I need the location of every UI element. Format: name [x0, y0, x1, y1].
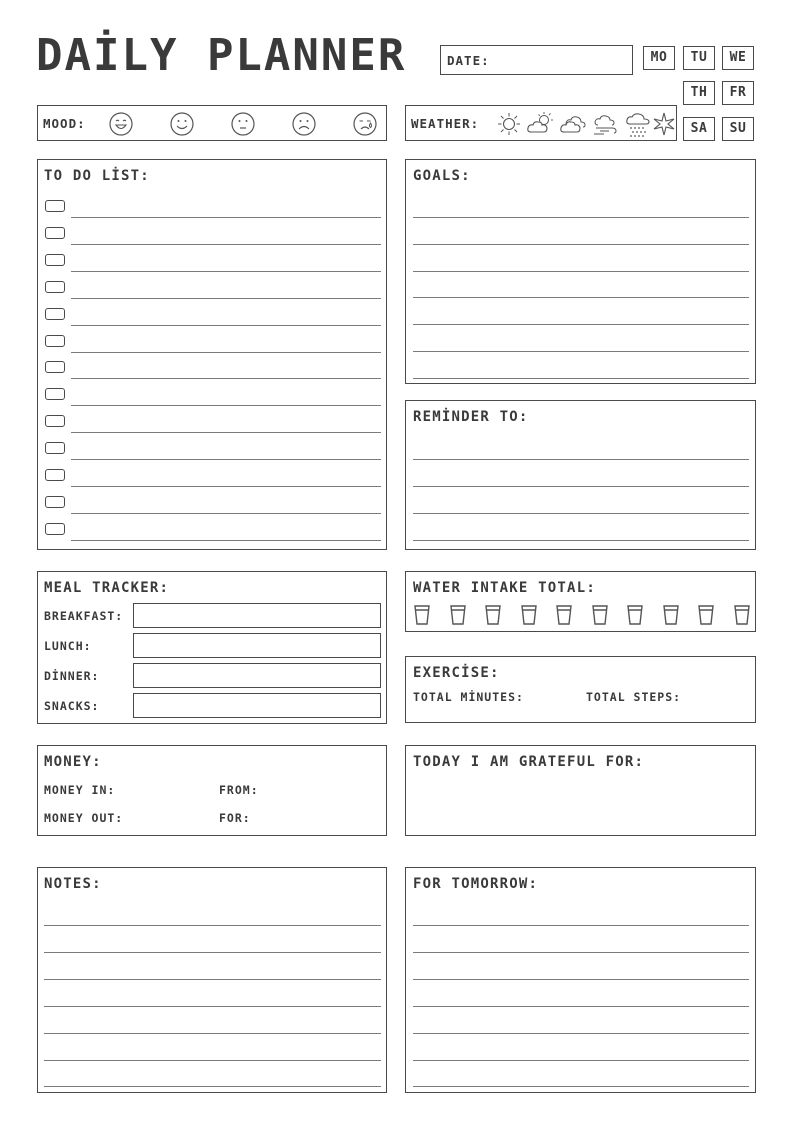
- exercise-title: EXERCİSE:: [413, 665, 500, 681]
- crying-face-icon[interactable]: [352, 111, 378, 137]
- total-steps-label: TOTAL STEPS:: [586, 690, 682, 704]
- water-cup-icon[interactable]: [520, 604, 538, 626]
- todo-checkbox[interactable]: [45, 523, 65, 535]
- money-from-label: FROM:: [219, 783, 259, 797]
- day-friday[interactable]: FR: [722, 81, 754, 105]
- goals-line[interactable]: [413, 351, 749, 352]
- sun-cloud-icon[interactable]: [526, 111, 556, 137]
- grateful-section: [405, 745, 756, 836]
- water-cup-icon[interactable]: [413, 604, 431, 626]
- goals-line[interactable]: [413, 378, 749, 379]
- mood-section: [37, 105, 387, 141]
- todo-line[interactable]: [71, 244, 381, 245]
- todo-checkbox[interactable]: [45, 496, 65, 508]
- goals-line[interactable]: [413, 217, 749, 218]
- todo-checkbox[interactable]: [45, 469, 65, 481]
- todo-line[interactable]: [71, 540, 381, 541]
- mood-label: MOOD:: [43, 116, 86, 131]
- todo-checkbox[interactable]: [45, 415, 65, 427]
- todo-line[interactable]: [71, 325, 381, 326]
- meal-section: [37, 571, 387, 724]
- todo-checkbox[interactable]: [45, 254, 65, 266]
- todo-line[interactable]: [71, 352, 381, 353]
- water-cup-icon[interactable]: [449, 604, 467, 626]
- cloud-icon[interactable]: [559, 111, 589, 137]
- tomorrow-line[interactable]: [413, 1033, 749, 1034]
- water-cup-icon[interactable]: [662, 604, 680, 626]
- date-field[interactable]: [440, 45, 633, 75]
- water-cup-icon[interactable]: [555, 604, 573, 626]
- snacks-label: SNACKS:: [44, 699, 100, 713]
- notes-line[interactable]: [44, 1006, 381, 1007]
- tomorrow-line[interactable]: [413, 1006, 749, 1007]
- todo-line[interactable]: [71, 271, 381, 272]
- todo-line[interactable]: [71, 459, 381, 460]
- tomorrow-line[interactable]: [413, 979, 749, 980]
- neutral-face-icon[interactable]: [230, 111, 256, 137]
- wind-icon[interactable]: [592, 111, 622, 137]
- weather-section: [405, 105, 677, 141]
- water-title: WATER INTAKE TOTAL:: [413, 580, 596, 596]
- notes-line[interactable]: [44, 1033, 381, 1034]
- notes-line[interactable]: [44, 952, 381, 953]
- tomorrow-line[interactable]: [413, 925, 749, 926]
- todo-line[interactable]: [71, 513, 381, 514]
- tomorrow-line[interactable]: [413, 952, 749, 953]
- money-title: MONEY:: [44, 754, 102, 770]
- todo-checkbox[interactable]: [45, 442, 65, 454]
- sun-icon[interactable]: [496, 111, 522, 137]
- lunch-field[interactable]: [133, 633, 381, 658]
- day-thursday[interactable]: TH: [683, 81, 715, 105]
- water-cup-icon[interactable]: [626, 604, 644, 626]
- day-saturday[interactable]: SA: [683, 117, 715, 141]
- water-cup-icon[interactable]: [697, 604, 715, 626]
- snacks-field[interactable]: [133, 693, 381, 718]
- goals-line[interactable]: [413, 324, 749, 325]
- goals-line[interactable]: [413, 271, 749, 272]
- grateful-title: TODAY I AM GRATEFUL FOR:: [413, 754, 645, 770]
- money-for-label: FOR:: [219, 811, 251, 825]
- money-in-label: MONEY IN:: [44, 783, 116, 797]
- reminder-title: REMİNDER TO:: [413, 409, 529, 425]
- todo-checkbox[interactable]: [45, 335, 65, 347]
- rain-cloud-icon[interactable]: [624, 110, 652, 138]
- water-cup-icon[interactable]: [484, 604, 502, 626]
- tomorrow-line[interactable]: [413, 1060, 749, 1061]
- water-cup-icon[interactable]: [733, 604, 751, 626]
- water-cup-icon[interactable]: [591, 604, 609, 626]
- todo-checkbox[interactable]: [45, 308, 65, 320]
- todo-checkbox[interactable]: [45, 388, 65, 400]
- todo-line[interactable]: [71, 486, 381, 487]
- todo-line[interactable]: [71, 378, 381, 379]
- tomorrow-line[interactable]: [413, 1086, 749, 1087]
- notes-line[interactable]: [44, 1086, 381, 1087]
- dinner-label: DİNNER:: [44, 669, 100, 683]
- weather-label: WEATHER:: [411, 116, 480, 131]
- dinner-field[interactable]: [133, 663, 381, 688]
- meal-title: MEAL TRACKER:: [44, 580, 170, 596]
- todo-title: TO DO LİST:: [44, 168, 150, 184]
- todo-checkbox[interactable]: [45, 200, 65, 212]
- notes-title: NOTES:: [44, 876, 102, 892]
- reminder-section: [405, 400, 756, 550]
- money-out-label: MONEY OUT:: [44, 811, 124, 825]
- date-label: DATE:: [447, 53, 490, 68]
- day-monday[interactable]: MO: [643, 46, 675, 70]
- todo-line[interactable]: [71, 217, 381, 218]
- notes-line[interactable]: [44, 1060, 381, 1061]
- exercise-section: [405, 656, 756, 723]
- money-section: [37, 745, 387, 836]
- todo-checkbox[interactable]: [45, 227, 65, 239]
- reminder-line[interactable]: [413, 459, 749, 460]
- reminder-line[interactable]: [413, 486, 749, 487]
- day-wednesday[interactable]: WE: [722, 46, 754, 70]
- breakfast-field[interactable]: [133, 603, 381, 628]
- goals-line[interactable]: [413, 244, 749, 245]
- todo-line[interactable]: [71, 405, 381, 406]
- breakfast-label: BREAKFAST:: [44, 609, 124, 623]
- sad-face-icon[interactable]: [291, 111, 317, 137]
- todo-checkbox[interactable]: [45, 361, 65, 373]
- goals-title: GOALS:: [413, 168, 471, 184]
- todo-line[interactable]: [71, 432, 381, 433]
- reminder-line[interactable]: [413, 540, 749, 541]
- day-tuesday[interactable]: TU: [683, 46, 715, 70]
- reminder-line[interactable]: [413, 513, 749, 514]
- notes-line[interactable]: [44, 979, 381, 980]
- todo-line[interactable]: [71, 298, 381, 299]
- page-title: DAİLY PLANNER: [36, 30, 407, 81]
- lunch-label: LUNCH:: [44, 639, 92, 653]
- goals-line[interactable]: [413, 297, 749, 298]
- total-minutes-label: TOTAL MİNUTES:: [413, 690, 524, 704]
- todo-checkbox[interactable]: [45, 281, 65, 293]
- laughing-face-icon[interactable]: [108, 111, 134, 137]
- tomorrow-title: FOR TOMORROW:: [413, 876, 539, 892]
- day-sunday[interactable]: SU: [722, 117, 754, 141]
- notes-line[interactable]: [44, 925, 381, 926]
- snowflake-icon[interactable]: [652, 111, 676, 137]
- smiling-face-icon[interactable]: [169, 111, 195, 137]
